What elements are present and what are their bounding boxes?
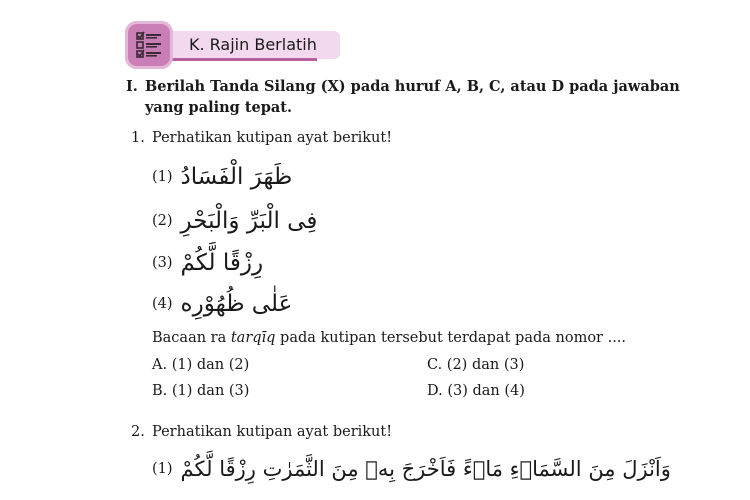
option-key: D. xyxy=(427,383,443,399)
option-key: A. xyxy=(152,357,168,373)
question-prompt: Perhatikan kutipan ayat berikut! xyxy=(152,424,393,440)
verse-label: (4) xyxy=(152,296,173,312)
section-title: K. Rajin Berlatih xyxy=(189,35,317,54)
answer-option-d[interactable] xyxy=(427,383,525,399)
arabic-verse: ظَهَرَ الْفَسَادُ xyxy=(180,164,293,190)
verse-line xyxy=(152,287,292,321)
instruction-text: Berilah Tanda Silang (X) pada huruf A, B, C, atau D pada jawaban yang paling tepat. xyxy=(145,78,680,116)
verse-line xyxy=(152,204,317,238)
verse-line xyxy=(152,246,263,280)
verse-label: (2) xyxy=(152,213,173,229)
header-badge xyxy=(125,21,173,69)
option-key: C. xyxy=(427,357,443,373)
option-text: (1) dan (2) xyxy=(171,357,250,373)
option-key: B. xyxy=(152,383,168,399)
option-text: (2) dan (3) xyxy=(446,357,525,373)
question-prompt: Perhatikan kutipan ayat berikut! xyxy=(152,130,393,146)
verse-label: (1) xyxy=(152,461,173,477)
verse-label: (1) xyxy=(152,169,173,185)
stem-term: tarqīq xyxy=(230,330,276,346)
arabic-verse: رِزْقًا لَّكُمْ xyxy=(180,250,264,276)
arabic-verse: عَلٰى ظُهُوْرِه xyxy=(180,291,293,317)
verse-line xyxy=(152,452,671,486)
question-number: 2. xyxy=(131,424,145,440)
stem-text-after: pada kutipan tersebut terdapat pada nomor .... xyxy=(275,330,627,346)
verse-line xyxy=(152,160,292,194)
option-text: (3) dan (4) xyxy=(447,383,525,399)
option-text: (1) dan (3) xyxy=(171,383,250,399)
stem-text-before: Bacaan ra xyxy=(152,330,231,346)
section-number: I. xyxy=(126,78,138,95)
checklist-icon xyxy=(136,31,162,59)
answer-option-c[interactable] xyxy=(427,357,524,373)
question-stem xyxy=(152,330,626,346)
answer-option-a[interactable] xyxy=(152,357,249,373)
section-header xyxy=(125,21,340,69)
question-number: 1. xyxy=(131,130,145,146)
arabic-verse: وَاَنْزَلَ مِنَ السَّمَاۤءِ مَاۤءً فَاَخْرَجَ بِهٖ مِنَ الثَّمَرٰتِ رِزْقًا لَّكُمْ xyxy=(180,457,671,481)
answer-option-b[interactable] xyxy=(152,383,249,399)
arabic-verse: فِى الْبَرِّ وَالْبَحْرِ xyxy=(180,208,318,234)
verse-label: (3) xyxy=(152,255,173,271)
